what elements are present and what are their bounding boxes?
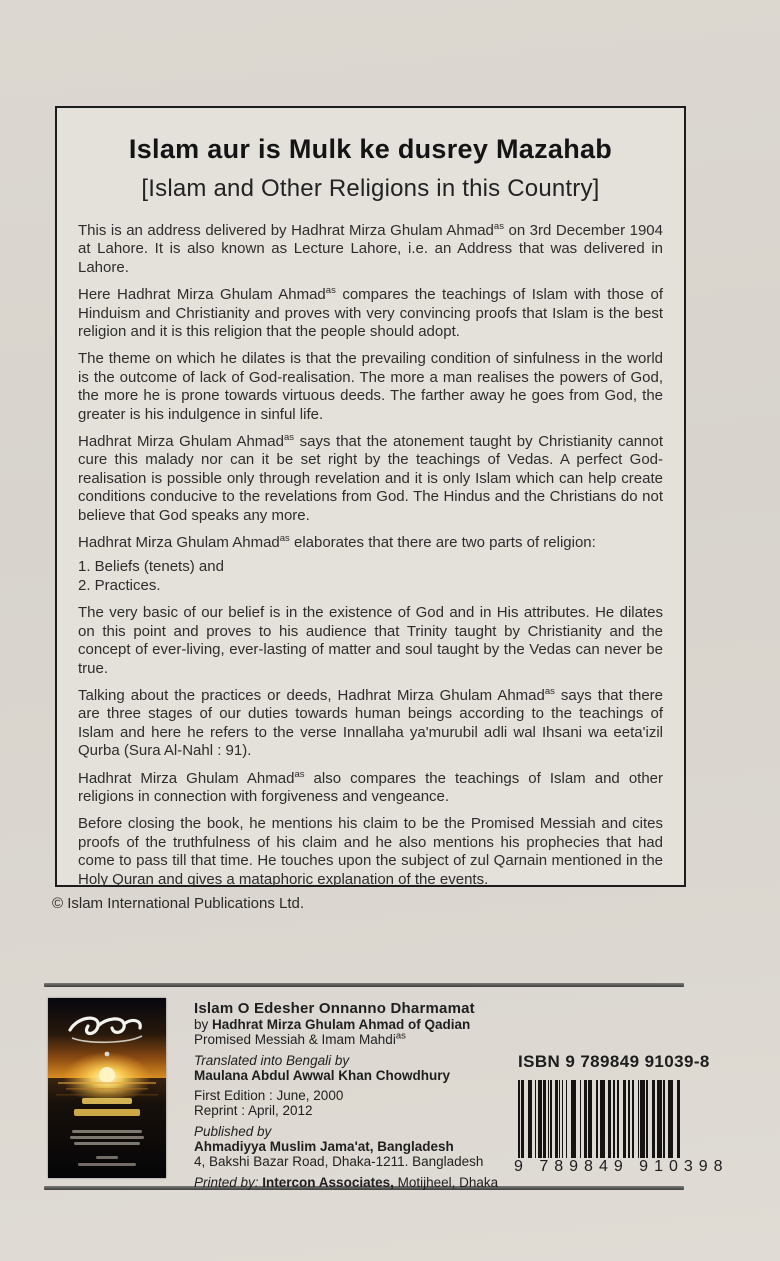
barcode-bar — [571, 1080, 576, 1158]
barcode — [518, 1080, 682, 1158]
barcode-bar — [677, 1080, 680, 1158]
publication-line — [194, 1017, 512, 1032]
barcode-bar — [559, 1080, 561, 1158]
copyright-line: © Islam International Publications Ltd. — [52, 895, 305, 912]
publication-lines — [194, 1000, 512, 1190]
publication-text: Promised Messiah & Imam Mahdi$^{as}$ — [194, 1030, 406, 1048]
description-paragraph: Hadhrat Mirza Ghulam Ahmad$^{as}$ also compares the teachings of Islam and other religions in connection with forgiveness and vengeance. — [78, 768, 664, 805]
book-title: Islam aur is Mulk ke dusrey Mazahab — [128, 134, 613, 164]
publication-text: Printed by: — [194, 1174, 263, 1190]
superscript-as: as — [544, 685, 555, 697]
barcode-bar — [535, 1080, 537, 1158]
description-paragraph: Before closing the book, he mentions his claim to be the Promised Messiah and cites proofs of the truthfulness of his claim and he also mentions his prophecies that had come to pass till that time. He touches upon the subject of zul Qarnain mentioned in the Holy Quran and gives a mataphoric explanation of the events. — [78, 815, 663, 888]
barcode-bar — [566, 1080, 568, 1158]
barcode-bar — [652, 1080, 655, 1158]
description-paragraph: This is an address delivered by Hadhrat Mirza Ghulam Ahmad$^{as}$ on 3rd December 1904 at Lahore. It is also known as Lecture Lahore, i.e. an Address that was delivered in Lahore. — [78, 221, 663, 276]
publication-line — [194, 1103, 512, 1118]
publication-line — [194, 1032, 512, 1047]
superscript-as: as — [325, 285, 336, 297]
barcode-bar — [584, 1080, 587, 1158]
barcode-bar — [623, 1080, 626, 1158]
description-paragraph: Here Hadhrat Mirza Ghulam Ahmad$^{as}$ compares the teachings of Islam with those of Hinduism and Christianity and proves with very convincing proofs that Islam is the best religion and it is this religion that the people should adopt. — [78, 285, 663, 341]
publication-text: Intercon Associates, — [262, 1174, 394, 1190]
publication-text: Ahmadiyya Muslim Jama'at, Bangladesh — [194, 1139, 454, 1155]
publication-line — [194, 1000, 512, 1017]
publication-line — [194, 1175, 512, 1190]
book-subtitle: [Islam and Other Religions in this Country] — [141, 175, 600, 202]
superscript-as: as — [395, 1030, 406, 1042]
barcode-number: 9 789849 910398 — [514, 1158, 729, 1175]
isbn-label: ISBN 9 789849 91039-8 — [518, 1052, 710, 1071]
publication-text: 4, Bakshi Bazar Road, Dhaka-1211. Bangladesh — [194, 1154, 484, 1170]
barcode-bar — [600, 1080, 605, 1158]
superscript-as: as — [283, 432, 295, 444]
barcode-bar — [638, 1080, 640, 1158]
publication-line — [194, 1154, 512, 1169]
superscript-as: as — [294, 768, 305, 780]
barcode-bar — [596, 1080, 598, 1158]
publication-info — [194, 1000, 512, 1190]
barcode-bar — [521, 1080, 524, 1158]
publication-text: by — [194, 1017, 213, 1032]
barcode-bar — [580, 1080, 582, 1158]
barcode-bar — [646, 1080, 648, 1158]
description-paragraph: The very basic of our belief is in the existence of God and in His attributes. He dilates on this point and proves to his audience that Trinity taught by Christianity and the concept of ever-living, ever-lasting of matter and soul taught by the Vedas can never be true. — [78, 604, 663, 677]
publication-text: Translated into Bengali by — [194, 1052, 350, 1068]
barcode-bar — [588, 1080, 593, 1158]
description-paragraph: Hadhrat Mirza Ghulam Ahmad$^{as}$ elaborates that there are two parts of religion: — [78, 533, 596, 552]
barcode-bar — [543, 1080, 546, 1158]
publication-line — [194, 1053, 512, 1068]
barcode-bar — [657, 1080, 662, 1158]
barcode-bar — [518, 1080, 520, 1158]
barcode-bar — [632, 1080, 634, 1158]
publication-line — [194, 1139, 512, 1154]
barcode-bar — [608, 1080, 611, 1158]
superscript-as: as — [493, 221, 504, 232]
publication-text: Published by — [194, 1123, 272, 1139]
publication-text: Maulana Abdul Awwal Khan Chowdhury — [194, 1067, 451, 1083]
barcode-bar — [668, 1080, 673, 1158]
barcode-bar — [538, 1080, 543, 1158]
barcode-bar — [663, 1080, 665, 1158]
description-paragraph: Hadhrat Mirza Ghulam Ahmad$^{as}$ says that the atonement taught by Christianity cannot cure this malady nor can it be set right by the teachings of Vedas. A perfect God-realisation is possible only through revelation and it is only Islam which can help create conditions conducive to the revelations from God. The Hindus and the Christians do not believe that God speaks any more. — [78, 432, 663, 524]
publication-line — [194, 1124, 512, 1139]
barcode-bar — [562, 1080, 564, 1158]
description-paragraph: 1. Beliefs (tenets) and — [78, 557, 224, 575]
barcode-bar — [617, 1080, 619, 1158]
cover-art — [48, 998, 166, 1178]
barcode-bar — [548, 1080, 550, 1158]
description-paragraph: Talking about the practices or deeds, Hadhrat Mirza Ghulam Ahmad$^{as}$ says that there are three stages of our duties towards human beings according to the teachings of Islam and here he refers to the verse Innallaha ya'murubil adli wal Ihsani wa eeta'izil Qurba (Sura Al-Nahl : 91). — [78, 685, 663, 760]
barcode-bar — [628, 1080, 630, 1158]
publication-text: Motijheel, Dhaka — [393, 1174, 499, 1190]
description-paragraph: The theme on which he dilates is that the prevailing condition of sinfulness in the world is the outcome of lack of God-realisation. The more a man realises the powers of God, the more he is prone towards virtuous deeds. The farther away he goes from God, the greater is his indulgence in sinful life. — [78, 350, 663, 423]
description-paragraph: 2. Practices. — [78, 576, 161, 594]
top-divider-rule — [44, 983, 684, 987]
description-paragraphs — [78, 222, 663, 889]
superscript-as: as — [279, 533, 290, 545]
barcode-bar — [640, 1080, 645, 1158]
barcode-bar — [555, 1080, 558, 1158]
publication-text: Islam O Edesher Onnanno Dharmamat — [194, 1000, 475, 1017]
publication-line — [194, 1068, 512, 1083]
book-cover-thumbnail — [48, 998, 166, 1178]
publication-text: Reprint : April, 2012 — [194, 1103, 313, 1119]
publication-text: Hadhrat Mirza Ghulam Ahmad of Qadian — [212, 1017, 471, 1032]
barcode-bar — [550, 1080, 552, 1158]
publication-text: First Edition : June, 2000 — [194, 1088, 344, 1104]
publication-line — [194, 1088, 512, 1103]
barcode-bar — [528, 1080, 533, 1158]
barcode-bar — [613, 1080, 615, 1158]
description-box — [55, 106, 686, 887]
